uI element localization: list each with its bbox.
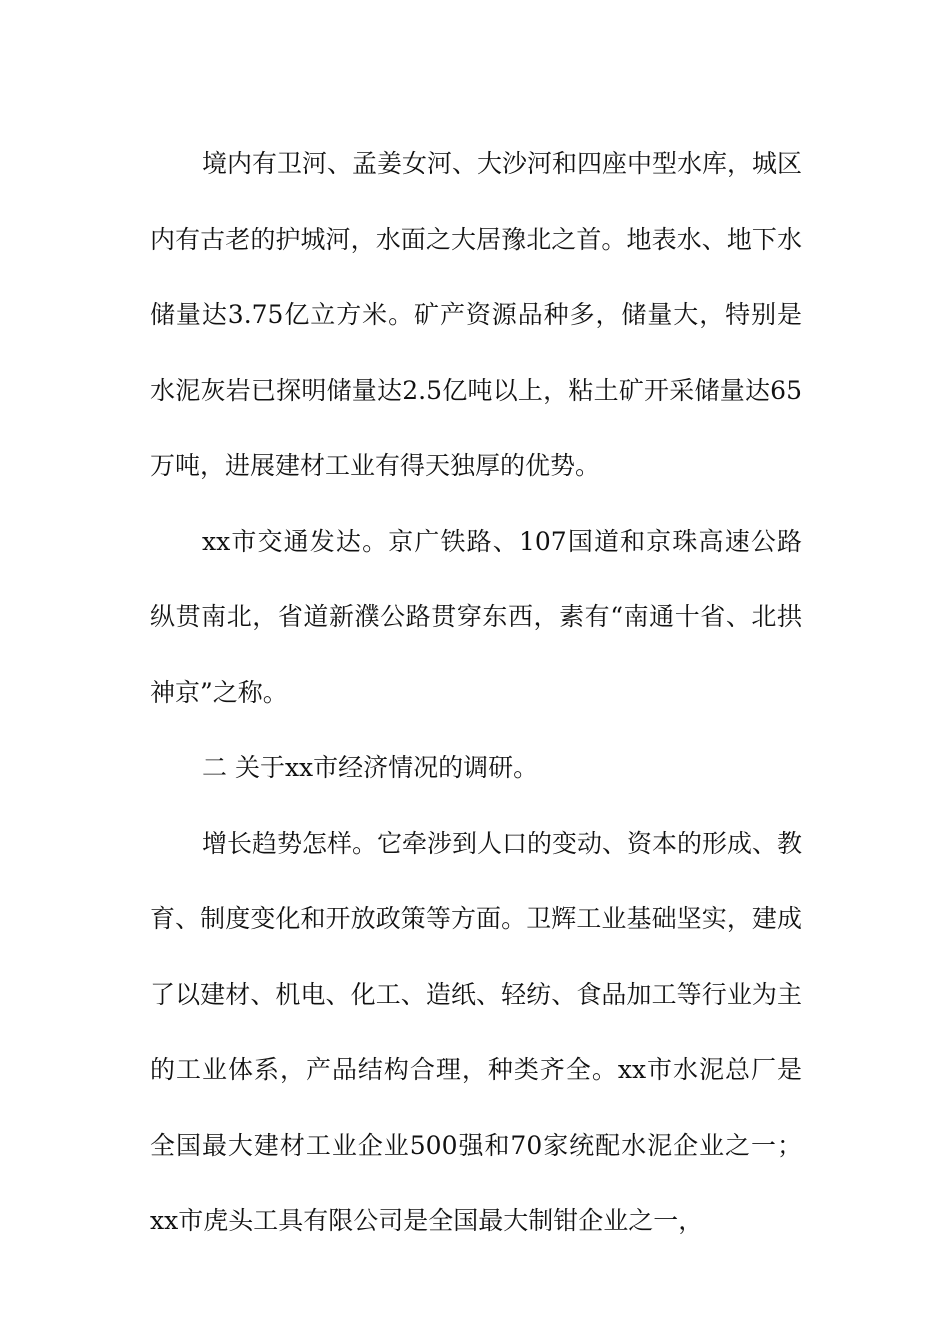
document-body bbox=[150, 126, 802, 1259]
section-heading: 二 关于xx市经济情况的调研。 bbox=[202, 753, 539, 782]
paragraph-resources: 境内有卫河、孟姜女河、大沙河和四座中型水库，城区内有古老的护城河，水面之大居豫北之首。地表水、地下水储量达3.75亿立方米。矿产资源品种多，储量大，特别是水泥灰岩已探明储量达2.5亿吨以上，粘土矿开采储量达65万吨，进展建材工业有得天独厚的优势。 bbox=[150, 149, 803, 480]
paragraph-economy: 增长趋势怎样。它牵涉到人口的变动、资本的形成、教育、制度变化和开放政策等方面。卫辉工业基础坚实，建成了以建材、机电、化工、造纸、轻纺、食品加工等行业为主的工业体系，产品结构合理，种类齐全。xx市水泥总厂是全国最大建材工业企业500强和70家统配水泥企业之一；xx市虎头工具有限公司是全国最大制钳企业之一， bbox=[150, 828, 803, 1235]
paragraph-transport: xx市交通发达。京广铁路、107国道和京珠高速公路纵贯南北，省道新濮公路贯穿东西，素有“南通十省、北拱神京”之称。 bbox=[150, 526, 802, 707]
